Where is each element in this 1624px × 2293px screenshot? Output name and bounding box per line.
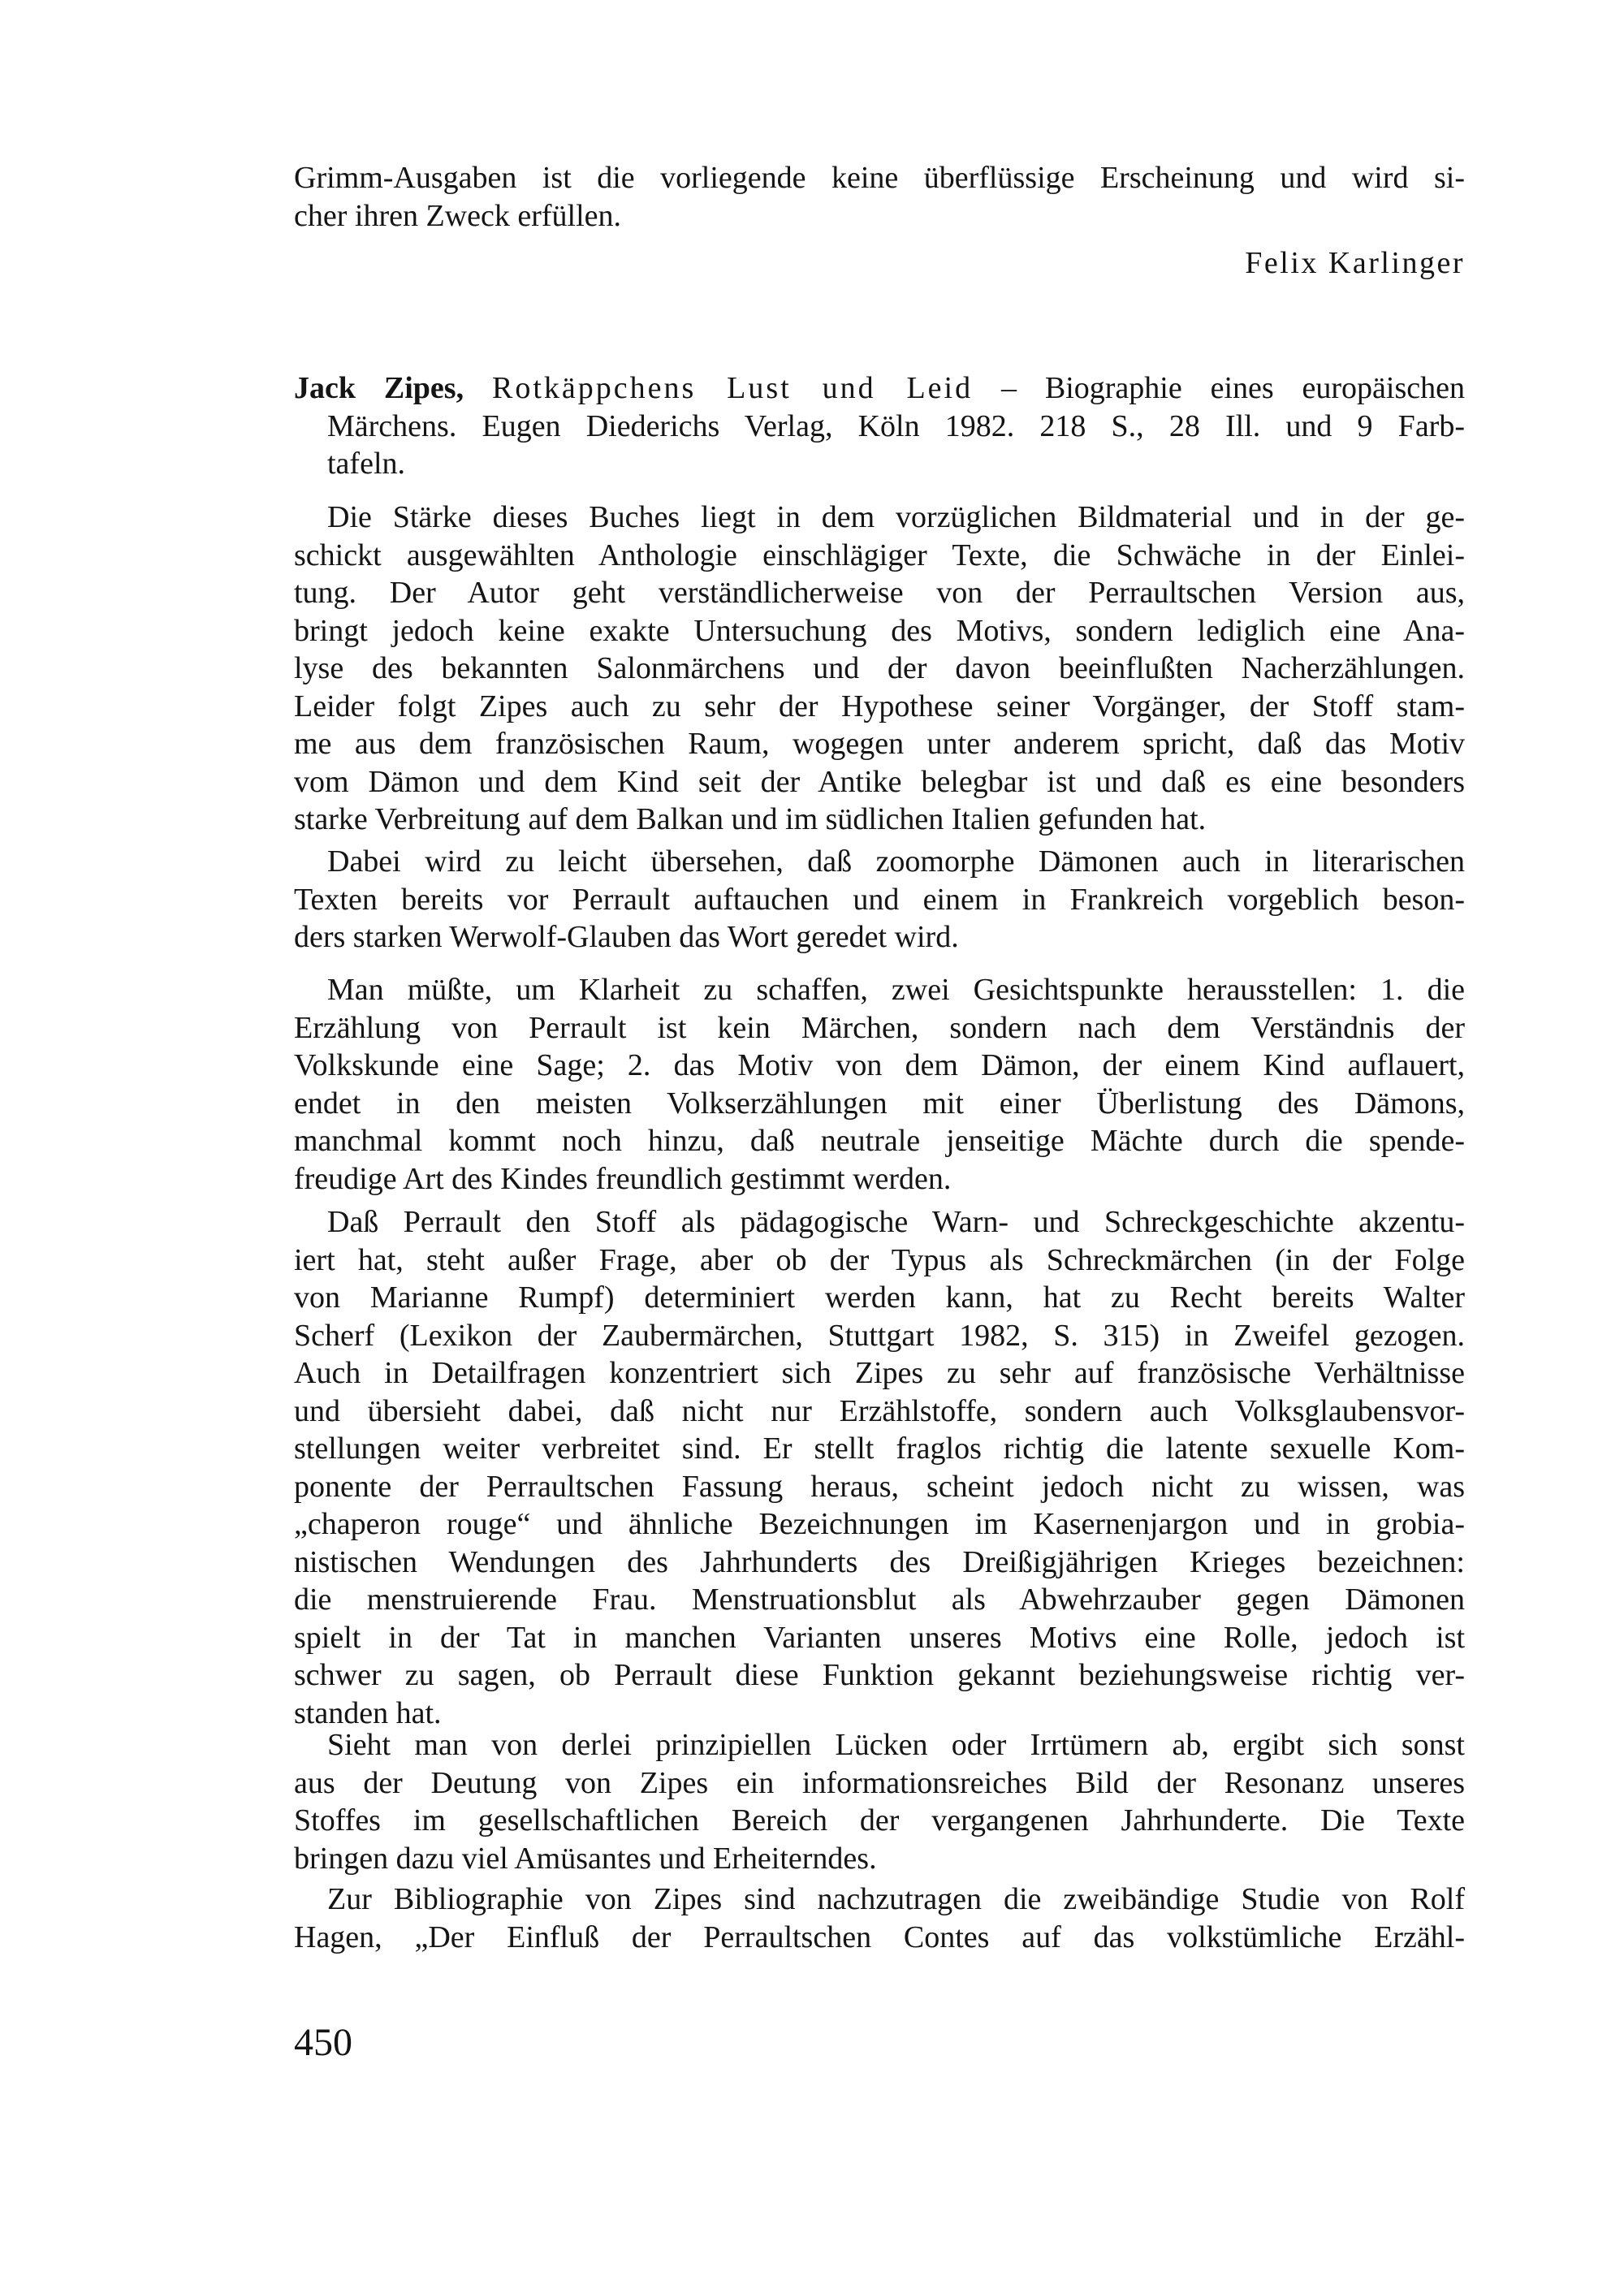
review-paragraph-4: [294, 1203, 1465, 1732]
review-paragraph-1: [294, 499, 1465, 839]
text-line: vom Dämon und dem Kind seit der Antike belegbar ist und daß es eine besonders: [294, 764, 1465, 799]
text-line: Auch in Detailfragen konzentriert sich Zipes zu sehr auf französische Verhältnisse: [294, 1356, 1465, 1390]
text-line: die menstruierende Frau. Menstruationsblut als Abwehrzauber gegen Dämonen: [294, 1583, 1465, 1617]
text-line: spielt in der Tat in manchen Varianten unseres Motivs eine Rolle, jedoch ist: [294, 1620, 1465, 1655]
citation-line-2: Märchens. Eugen Diederichs Verlag, Köln 1982. 218 S., 28 Ill. und 9 Farb-: [327, 408, 1465, 443]
text-line: bringt jedoch keine exakte Untersuchung des Motivs, sondern lediglich eine Ana-: [294, 613, 1465, 648]
text-line: aus der Deutung von Zipes ein informationsreiches Bild der Resonanz unseres: [294, 1765, 1465, 1800]
text-line: ponente der Perraultschen Fassung heraus, scheint jedoch nicht zu wissen, was: [294, 1469, 1465, 1504]
text-line: me aus dem französischen Raum, wogegen unter anderem spricht, daß das Motiv: [294, 727, 1465, 761]
text-line: ders starken Werwolf-Glauben das Wort geredet wird.: [294, 920, 959, 954]
text-line: lyse des bekannten Salonmärchens und der davon beeinflußten Nacherzählungen.: [294, 651, 1465, 685]
text-line: cher ihren Zweck erfüllen.: [294, 198, 622, 233]
text-line: Hagen, „Der Einfluß der Perraultschen Contes auf das volkstümliche Erzähl-: [294, 1919, 1465, 1954]
text-line: Volkskunde eine Sage; 2. das Motiv von dem Dämon, der einem Kind auflauert,: [294, 1048, 1465, 1082]
text-line: Man müßte, um Klarheit zu schaffen, zwei Gesichtspunkte herausstellen: 1. die: [327, 973, 1465, 1007]
text-line: Leider folgt Zipes auch zu sehr der Hypothese seiner Vorgänger, der Stoff stam-: [294, 689, 1465, 723]
citation-subtitle: – Biographie eines europäischen: [973, 371, 1466, 405]
text-line: schickt ausgewählten Anthologie einschlägiger Texte, die Schwäche in der Einlei-: [294, 538, 1465, 572]
text-line: nistischen Wendungen des Jahrhunderts des Dreißigjährigen Krieges bezeichnen:: [294, 1544, 1465, 1579]
text-line: stellungen weiter verbreitet sind. Er stellt fraglos richtig die latente sexuelle Kom-: [294, 1432, 1465, 1466]
previous-review-closing: [294, 159, 1465, 235]
book-author: Jack Zipes,: [294, 371, 464, 405]
review-paragraph-3: [294, 971, 1465, 1198]
citation-line-3: tafeln.: [327, 447, 406, 481]
reviewer-signature: Felix Karlinger: [1245, 246, 1465, 280]
text-line: Scherf (Lexikon der Zaubermärchen, Stuttgart 1982, S. 315) in Zweifel gezogen.: [294, 1318, 1465, 1353]
text-line: Daß Perrault den Stoff als pädagogische Warn- und Schreckgeschichte akzentu-: [327, 1205, 1465, 1239]
text-line: iert hat, steht außer Frage, aber ob der Typus als Schreckmärchen (in der Folge: [294, 1242, 1465, 1277]
text-line: Stoffes im gesellschaftlichen Bereich der vergangenen Jahrhunderte. Die Texte: [294, 1803, 1465, 1837]
citation-line-1: [294, 369, 1465, 408]
review-paragraph-2: [294, 843, 1465, 956]
review-citation: [294, 369, 1465, 483]
page-number: 450: [294, 2021, 352, 2064]
text-line: Texten bereits vor Perrault auftauchen und einem in Frankreich vorgeblich beson-: [294, 882, 1465, 917]
text-line: Erzählung von Perrault ist kein Märchen, sondern nach dem Verständnis der: [294, 1010, 1465, 1045]
text-line: manchmal kommt noch hinzu, daß neutrale jenseitige Mächte durch die spende-: [294, 1124, 1465, 1158]
review-paragraph-5: [294, 1726, 1465, 1877]
text-line: „chaperon rouge“ und ähnliche Bezeichnungen im Kasernenjargon und in grobia-: [294, 1507, 1465, 1541]
text-line: tung. Der Autor geht verständlicherweise von der Perraultschen Version aus,: [294, 576, 1465, 610]
text-line: Sieht man von derlei prinzipiellen Lücken oder Irrtümern ab, ergibt sich sonst: [327, 1728, 1465, 1762]
text-line: Die Stärke dieses Buches liegt in dem vorzüglichen Bildmaterial und in der ge-: [327, 500, 1465, 534]
book-title: Rotkäppchens Lust und Leid: [491, 371, 974, 405]
text-line: Grimm-Ausgaben ist die vorliegende keine überflüssige Erscheinung und wird si-: [294, 161, 1465, 195]
text-line: Dabei wird zu leicht übersehen, daß zoomorphe Dämonen auch in literarischen: [327, 844, 1465, 879]
text-line: bringen dazu viel Amüsantes und Erheiterndes.: [294, 1841, 877, 1876]
text-line: endet in den meisten Volkserzählungen mit einer Überlistung des Dämons,: [294, 1086, 1465, 1121]
text-line: von Marianne Rumpf) determiniert werden kann, hat zu Recht bereits Walter: [294, 1280, 1465, 1315]
text-line: starke Verbreitung auf dem Balkan und im südlichen Italien gefunden hat.: [294, 802, 1207, 836]
text-line: Zur Bibliographie von Zipes sind nachzutragen die zweibändige Studie von Rolf: [327, 1882, 1465, 1916]
text-line: standen hat.: [294, 1695, 442, 1730]
text-line: und übersieht dabei, daß nicht nur Erzählstoffe, sondern auch Volksglaubensvor-: [294, 1393, 1465, 1428]
text-line: schwer zu sagen, ob Perrault diese Funktion gekannt beziehungsweise richtig ver-: [294, 1658, 1465, 1692]
text-line: freudige Art des Kindes freundlich gestimmt werden.: [294, 1161, 952, 1196]
review-paragraph-6: [294, 1881, 1465, 1956]
